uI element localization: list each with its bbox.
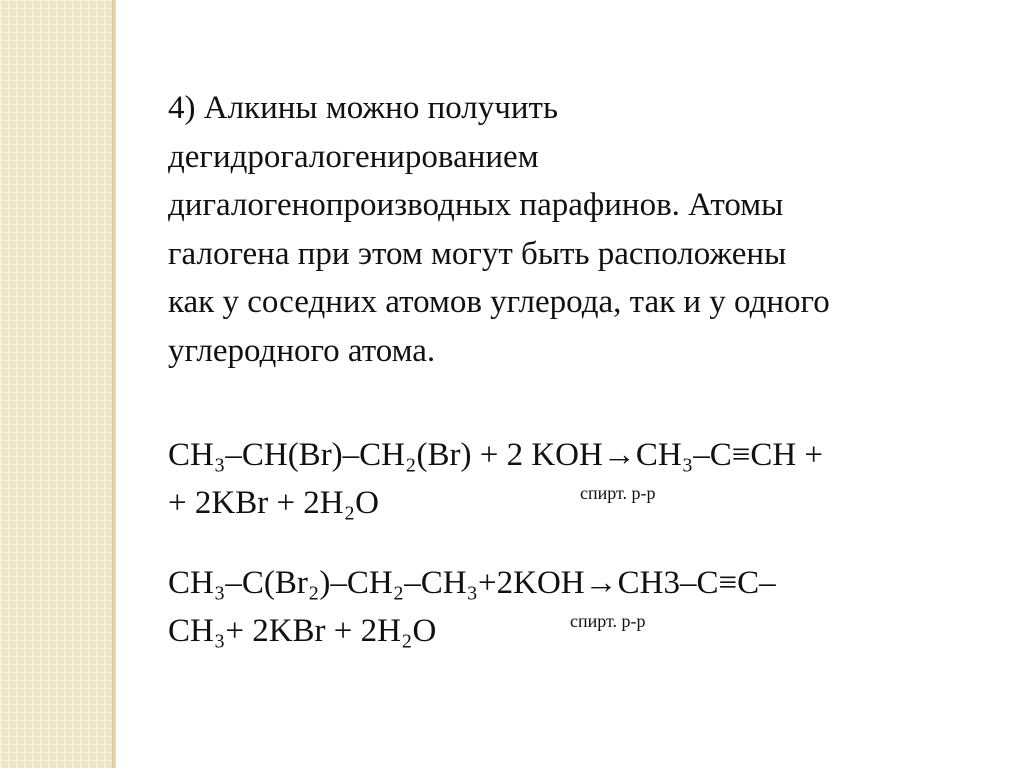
equation-2-condition: спирт. р-р: [570, 611, 646, 631]
reaction-equation-1: [168, 431, 988, 527]
decorative-side-band: [0, 0, 112, 768]
intro-paragraph: [168, 84, 988, 375]
side-band-edge: [112, 0, 116, 768]
paragraph-line: как у соседних атомов углерода, так и у одного: [168, 284, 830, 320]
paragraph-line: дигалогенопроизводных парафинов. Атомы: [168, 187, 784, 223]
paragraph-line: дегидрогалогенированием: [168, 138, 539, 175]
equation-1-line-1: CH₃–CH(Br)–CH₂(Br) + 2 KOH→CH₃–C≡CH +: [168, 437, 824, 473]
slide-content: [168, 84, 988, 655]
equation-2-line-2: CH₃+ 2KBr + 2H₂O: [168, 613, 437, 649]
equation-2-line-1: CH₃–C(Br₂)–CH₂–CH₃+2KOH→CH3–C≡C–: [168, 565, 776, 601]
reaction-equation-2: [168, 559, 988, 655]
paragraph-line: углеродного атома.: [168, 332, 436, 369]
paragraph-line: галогена при этом могут быть расположены: [168, 235, 787, 272]
equation-1-condition: спирт. р-р: [580, 483, 656, 503]
equation-1-line-2: + 2KBr + 2H₂O: [168, 485, 379, 521]
paragraph-line: 4) Алкины можно получить: [168, 90, 559, 126]
